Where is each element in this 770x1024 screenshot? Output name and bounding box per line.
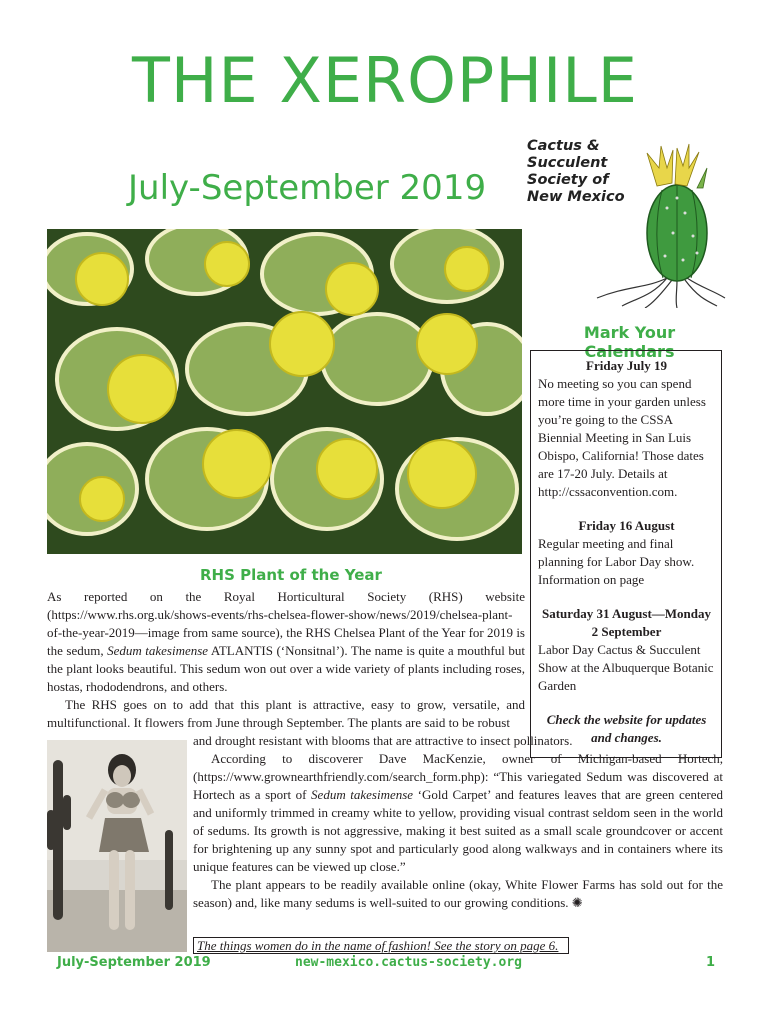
calendar-entry — [538, 357, 715, 501]
masthead-title: THE XEROPHILE — [132, 44, 638, 117]
article-text: ATLANTIS (‘Nonsitnal’). The name is quite a mouthful but the plant looks beautiful. This sedum won out over a wide variety of plants including roses, hostas, rhododendrons, and others. — [47, 643, 525, 694]
article-paragraph: and drought resistant with blooms that are attractive to insect pollinators. — [193, 733, 573, 748]
calendar-date: Saturday 31 August—Monday 2 September — [541, 606, 712, 639]
logo-line: Society of — [527, 172, 609, 188]
calendar-date: Friday July 19 — [586, 358, 667, 373]
logo-line: Succulent — [527, 155, 608, 171]
plant-name: Sedum takesimense — [107, 643, 209, 658]
article-paragraph: The RHS goes on to add that this plant is attractive, easy to grow, versatile, and multifunctional. It flowers from June through September. The plants are said to be robust — [47, 697, 525, 730]
calendar-heading: Mark Your Calendars — [583, 323, 676, 361]
article-paragraph — [193, 750, 723, 876]
article-text: As reported on the Royal Horticultural Society (RHS) website (https://www.rhs.org.uk/shows-events/rhs-chelsea-flower-show/news/2019/chelsea-plant-of-the-year-2019—image from same source), the RHS Chelsea Plant of the Year for 2019 is the sedum, — [47, 589, 525, 658]
plant-name: Sedum takesimense — [311, 787, 414, 802]
article-heading: RHS Plant of the Year — [200, 566, 382, 584]
page-number: 1 — [706, 955, 716, 970]
society-logo — [527, 138, 727, 308]
calendar-text: No meeting so you can spend more time in your garden unless you’re going to the CSSA Biennial Meeting in San Luis Obispo, California! Those dates are 17-20 July. Details at http://cssaconvention.com. — [538, 376, 706, 499]
footer-url: new-mexico.cactus-society.org — [295, 955, 522, 970]
calendar-entry — [538, 605, 715, 695]
article-body — [47, 588, 525, 732]
logo-text — [527, 138, 637, 206]
issue-date: July-September 2019 — [128, 168, 487, 208]
calendar-box — [530, 350, 722, 758]
calendar-date: Friday 16 August — [578, 518, 675, 533]
calendar-text: Regular meeting and final planning for Labor Day show. Information on page — [538, 536, 695, 587]
footer-date: July-September 2019 — [57, 955, 211, 970]
article-paragraph — [47, 588, 525, 696]
article-text: According to discoverer Dave MacKenzie, owner of Michigan-based Hortech, (https://www.grownearthfriendly.com/search_form.php): “This variegated Sedum was discovered at Hortech as a sport of — [193, 751, 723, 802]
calendar-note: Check the website for updates and changes. — [546, 712, 707, 745]
calendar-entry — [538, 517, 715, 589]
logo-line: New Mexico — [527, 189, 625, 205]
photo-caption: The things women do in the name of fashion! See the story on page 6. — [193, 937, 569, 954]
logo-line: Cactus & — [527, 138, 600, 154]
article-text: ‘Gold Carpet’ and features leaves that are green centered and uniformly trimmed in creamy white to yellow, providing visual contrast seldom seen in the world of sedums. Its growth is not aggressive, making it best suited as a small scale groundcover or accent for brightening up any sunny spot and particularly good along walkways and in containers where its unique features can be viewed up close.” — [193, 787, 723, 874]
article-body-continued — [193, 732, 723, 912]
vintage-fashion-photo — [47, 740, 187, 952]
article-paragraph: The plant appears to be readily available online (okay, White Flower Farms has sold out for the season) and, like many sedums is well-suited to our growing conditions. ✺ — [193, 877, 723, 910]
sedum-photo — [47, 229, 522, 554]
calendar-text: Labor Day Cactus & Succulent Show at the Albuquerque Botanic Garden — [538, 642, 714, 693]
